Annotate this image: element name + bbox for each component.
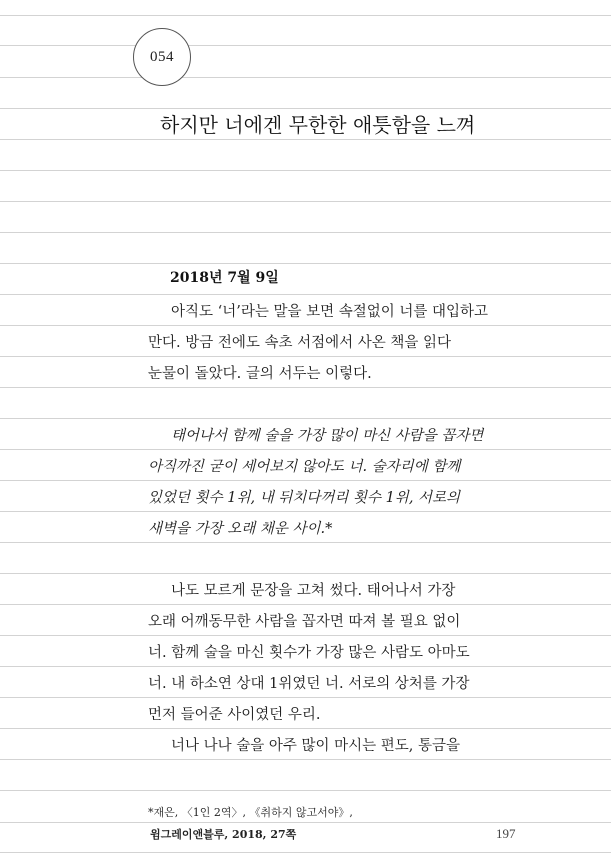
rule-line <box>0 45 611 46</box>
chapter-title: 하지만 너에겐 무한한 애틋함을 느껴 <box>160 113 476 137</box>
chapter-number: 054 <box>150 48 174 65</box>
paragraph-line: 너. 내 하소연 상대 1위였던 너. 서로의 상처를 가장 <box>148 676 470 692</box>
rule-line <box>0 666 611 667</box>
rule-line <box>0 604 611 605</box>
quote-line: 아직까진 굳이 세어보지 않아도 너. 술자리에 함께 <box>148 459 461 475</box>
rule-line <box>0 542 611 543</box>
entry-date: 2018년 7월 9일 <box>170 270 279 286</box>
paragraph-line: 너나 나나 술을 아주 많이 마시는 편도, 통금을 <box>171 738 460 754</box>
rule-line <box>0 294 611 295</box>
rule-line <box>0 697 611 698</box>
rule-line <box>0 822 611 823</box>
chapter-number-badge <box>133 28 191 86</box>
paragraph-line: 아직도 ‘너’라는 말을 보면 속절없이 너를 대입하고 <box>171 304 489 320</box>
rule-line <box>0 387 611 388</box>
rule-line <box>0 790 611 791</box>
paragraph-line: 만다. 방금 전에도 속초 서점에서 사온 책을 읽다 <box>148 335 452 351</box>
rule-line <box>0 232 611 233</box>
footnote-publisher: 윔그레이앤블루, 2018, 27쪽 <box>150 828 297 841</box>
paragraph-line: 먼저 들어준 사이였던 우리. <box>148 707 321 723</box>
paragraph-line: 너. 함께 술을 마신 횟수가 가장 많은 사람도 아마도 <box>148 645 470 661</box>
quote-line: 태어나서 함께 술을 가장 많이 마신 사람을 꼽자면 <box>171 428 484 444</box>
rule-line <box>0 77 611 78</box>
rule-line <box>0 759 611 760</box>
paragraph-line: 눈물이 돌았다. 글의 서두는 이렇다. <box>148 366 372 382</box>
paragraph-line: 나도 모르게 문장을 고쳐 썼다. 태어나서 가장 <box>171 583 456 599</box>
quote-line: 새벽을 가장 오래 채운 사이.* <box>148 521 333 537</box>
rule-line <box>0 418 611 419</box>
rule-line <box>0 170 611 171</box>
paragraph-line: 오래 어깨동무한 사람을 꼽자면 따져 볼 필요 없이 <box>148 614 461 630</box>
rule-line <box>0 108 611 109</box>
quote-line: 있었던 횟수 1위, 내 뒤치다꺼리 횟수 1위, 서로의 <box>148 490 461 506</box>
rule-line <box>0 201 611 202</box>
rule-line <box>0 139 611 140</box>
rule-line <box>0 449 611 450</box>
rule-line <box>0 728 611 729</box>
rule-line <box>0 635 611 636</box>
rule-line <box>0 573 611 574</box>
rule-line <box>0 263 611 264</box>
rule-line <box>0 15 611 16</box>
page-number: 197 <box>496 826 516 841</box>
rule-line <box>0 480 611 481</box>
rule-line <box>0 356 611 357</box>
footnote-citation: *재은, 〈1인 2역〉, 《취하지 않고서야》, <box>148 806 353 819</box>
rule-line <box>0 325 611 326</box>
rule-line <box>0 511 611 512</box>
rule-line <box>0 852 611 853</box>
